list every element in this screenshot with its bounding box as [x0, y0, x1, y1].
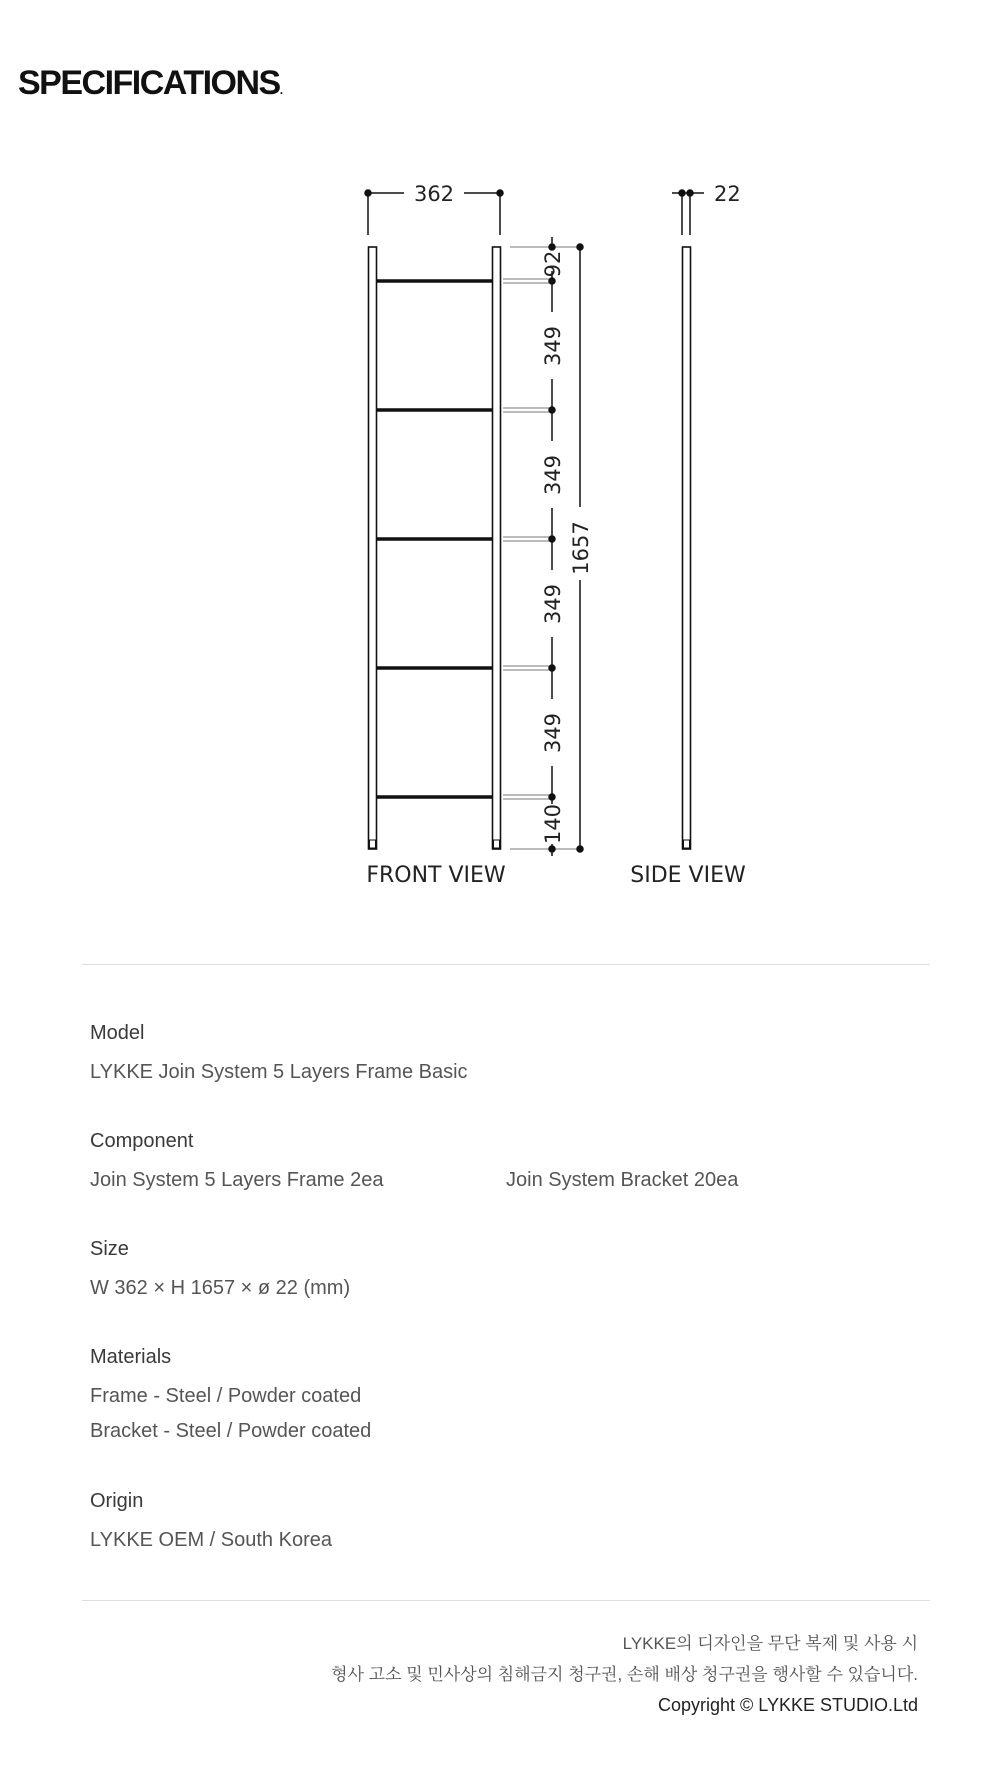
- page-title-dot: .: [279, 83, 284, 97]
- depth-dimension-label: 22: [714, 182, 741, 206]
- side-view-label: SIDE VIEW: [630, 863, 746, 888]
- spec-model: [90, 1022, 910, 1090]
- footer-line-1: LYKKE의 디자인을 무단 복제 및 사용 시: [622, 1634, 918, 1653]
- front-left-post: [369, 247, 377, 849]
- spec-origin: [90, 1490, 910, 1558]
- footer-copyright: Copyright © LYKKE STUDIO.Ltd: [657, 1695, 918, 1715]
- width-dimension-label: 362: [413, 182, 455, 206]
- footer-notice: [331, 1628, 918, 1721]
- segment-label-3: 349: [541, 454, 565, 496]
- footer-line-2: 형사 고소 및 민사상의 침해금지 청구권, 손해 배상 청구권을 행사할 수 있습니다.: [331, 1665, 918, 1684]
- spec-value-materials-bracket: Bracket - Steel / Powder coated: [90, 1420, 372, 1442]
- spec-label-size: Size: [90, 1238, 129, 1260]
- spec-materials: [90, 1346, 910, 1449]
- spec-size: [90, 1238, 910, 1306]
- width-dim-dot-left: [365, 190, 371, 196]
- divider-top: [82, 964, 930, 965]
- spec-value-model: LYKKE Join System 5 Layers Frame Basic: [90, 1061, 468, 1083]
- depth-dimension: [672, 190, 704, 235]
- spec-value-component-frame: Join System 5 Layers Frame 2ea: [90, 1169, 384, 1191]
- spec-label-origin: Origin: [90, 1490, 144, 1512]
- segment-label-2: 349: [541, 325, 565, 367]
- segment-label-6: 140: [541, 803, 565, 845]
- divider-bottom: [82, 1600, 930, 1601]
- spec-value-size: W 362 × H 1657 × ø 22 (mm): [90, 1277, 351, 1299]
- width-dim-dot-right: [497, 190, 503, 196]
- spec-label-component: Component: [90, 1130, 194, 1152]
- page-title: [18, 64, 283, 103]
- side-foot: [684, 840, 690, 848]
- side-view-frame: [683, 247, 691, 849]
- front-view-shelves: [377, 281, 492, 797]
- front-right-foot: [494, 840, 500, 848]
- segment-label-5: 349: [541, 712, 565, 754]
- segment-label-4: 349: [541, 583, 565, 625]
- spec-component: [90, 1130, 910, 1198]
- front-view-frame: [369, 247, 501, 849]
- spec-component-row: [90, 1163, 910, 1198]
- height-dimension-label: 1657: [569, 521, 593, 575]
- front-right-post: [493, 247, 501, 849]
- specification-drawing: [0, 160, 1000, 900]
- front-view-label: FRONT VIEW: [366, 863, 506, 888]
- page-title-text: SPECIFICATIONS: [18, 64, 280, 102]
- segment-label-1: 92: [541, 250, 565, 278]
- front-left-foot: [370, 840, 376, 848]
- spec-label-materials: Materials: [90, 1346, 172, 1368]
- spec-value-origin: LYKKE OEM / South Korea: [90, 1529, 332, 1551]
- spec-value-component-bracket: Join System Bracket 20ea: [506, 1169, 739, 1191]
- spec-value-materials-frame: Frame - Steel / Powder coated: [90, 1385, 362, 1407]
- spec-label-model: Model: [90, 1022, 145, 1044]
- side-post: [683, 247, 691, 849]
